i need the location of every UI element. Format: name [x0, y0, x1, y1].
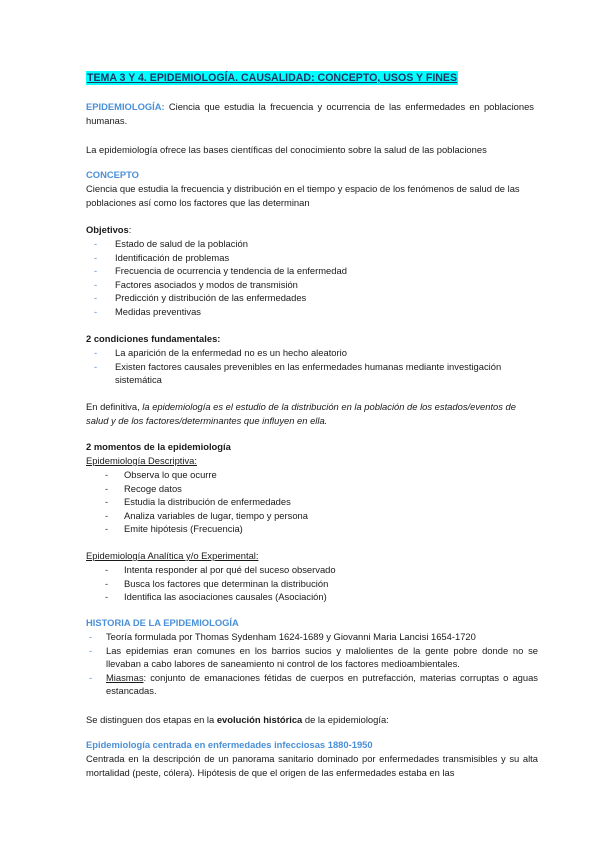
- definitiva-lead: En definitiva,: [86, 401, 140, 412]
- list-item: - Observa lo que ocurre: [86, 468, 526, 482]
- intro-definition-text: Ciencia que estudia la frecuencia y ocurrencia de las enfermedades en poblaciones humanas.: [86, 101, 534, 126]
- list-item: - Recoge datos: [86, 482, 526, 496]
- analitica-label: Epidemiología Analítica y/o Experimental:: [86, 550, 259, 561]
- list-item: - Analiza variables de lugar, tiempo y persona: [86, 509, 526, 523]
- etapas-post: de la epidemiología:: [302, 714, 389, 725]
- historia-heading: HISTORIA DE LA EPIDEMIOLOGÍA: [86, 617, 239, 628]
- etapas-pre: Se distinguen dos etapas en la: [86, 714, 217, 725]
- infecciosas-heading: Epidemiología centrada en enfermedades infecciosas 1880-1950: [86, 739, 373, 750]
- concepto-text: Ciencia que estudia la frecuencia y distribución en el tiempo y espacio de los fenómenos de salud de las poblaciones así como los factores que las determinan: [86, 183, 520, 208]
- definitiva-paragraph: [86, 400, 538, 428]
- concepto-heading: CONCEPTO: [86, 169, 139, 180]
- list-item: - Predicción y distribución de las enfermedades: [86, 291, 534, 305]
- list-item: - Busca los factores que determinan la distribución: [86, 577, 526, 591]
- etapas-bold: evolución histórica: [216, 714, 303, 725]
- analitica-list: [86, 563, 526, 604]
- list-item: - Identifica las asociaciones causales (Asociación): [86, 590, 526, 604]
- descriptiva-label: Epidemiología Descriptiva:: [86, 455, 197, 466]
- intro-term: EPIDEMIOLOGÍA:: [86, 101, 165, 112]
- condiciones-list: [86, 346, 506, 387]
- list-item: - Estado de salud de la población: [86, 237, 534, 251]
- list-item: - La aparición de la enfermedad no es un hecho aleatorio: [86, 346, 506, 360]
- definitiva-text: la epidemiología es el estudio de la distribución en la población de los estados/eventos de salud y de los factores/determinantes que influyen en ella.: [86, 401, 516, 426]
- objetivos-label: Objetivos: [86, 224, 129, 235]
- page-title: TEMA 3 Y 4. EPIDEMIOLOGÍA. CAUSALIDAD: CONCEPTO, USOS Y FINES: [87, 72, 458, 84]
- infecciosas-text: Centrada en la descripción de un panorama sanitario dominado por enfermedades transmisibles y su alta mortalidad (peste, cólera). Hipótesis de que el origen de las enfermedades estaba en las: [86, 753, 538, 778]
- list-item: - Las epidemias eran comunes en los barrios sucios y malolientes de la gente pobre donde no se llevaban a cabo labores de saneamiento ni control de los factores medioambientales.: [86, 644, 538, 671]
- list-item: - Estudia la distribución de enfermedades: [86, 495, 526, 509]
- list-item: - Identificación de problemas: [86, 251, 534, 265]
- miasmas-text: : conjunto de emanaciones fétidas de cuerpos en putrefacción, materias corruptas o aguas estancadas.: [106, 671, 538, 697]
- objetivos-heading: Objetivos:: [86, 224, 132, 235]
- momentos-heading: 2 momentos de la epidemiología: [86, 441, 231, 452]
- descriptiva-list: [86, 468, 526, 536]
- list-item: - Teoría formulada por Thomas Sydenham 1624-1689 y Giovanni Maria Lancisi 1654-1720: [86, 630, 538, 644]
- intro-note: La epidemiología ofrece las bases científicas del conocimiento sobre la salud de las poblaciones: [86, 144, 487, 155]
- list-item: - Medidas preventivas: [86, 305, 534, 319]
- miasmas-term: Miasmas: [106, 671, 144, 683]
- etapas-paragraph: [86, 713, 538, 727]
- condiciones-heading: 2 condiciones fundamentales:: [86, 333, 221, 344]
- list-item: - Frecuencia de ocurrencia y tendencia de la enfermedad: [86, 264, 534, 278]
- objetivos-list: [86, 237, 534, 319]
- list-item: - Emite hipótesis (Frecuencia): [86, 522, 526, 536]
- list-item: [86, 671, 538, 698]
- list-item: - Factores asociados y modos de transmisión: [86, 278, 534, 292]
- list-item: - Intenta responder al por qué del suceso observado: [86, 563, 526, 577]
- intro-definition: [86, 100, 534, 128]
- historia-list: [86, 630, 538, 698]
- list-item: - Existen factores causales prevenibles en las enfermedades humanas mediante investigación sistemática: [86, 360, 506, 387]
